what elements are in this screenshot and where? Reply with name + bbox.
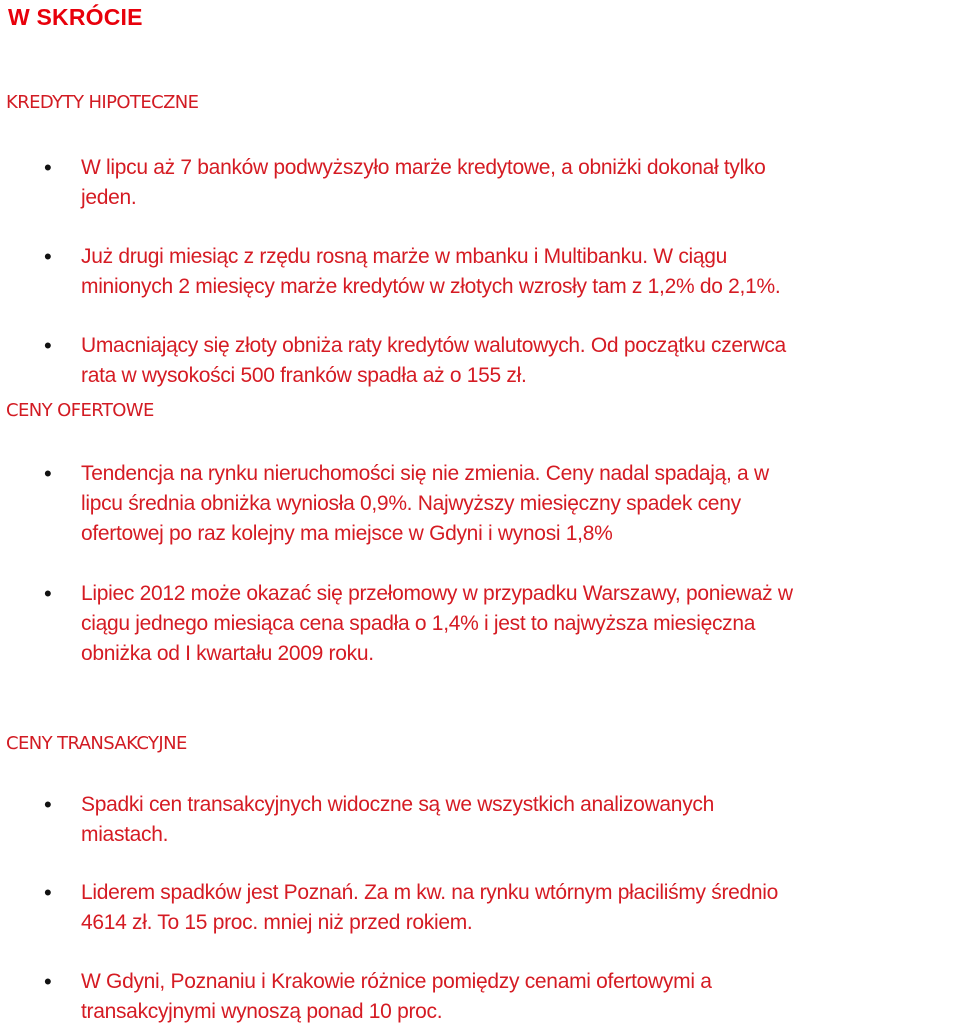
list-item-text: Tendencja na rynku nieruchomości się nie zmienia. Ceny nadal spadają, a w lipcu średnia obniżka wyniosła 0,9%. Najwyższy miesięczny spadek ceny ofertowej po raz kolejny ma miejsce w Gdyni i wynosi 1,8% bbox=[81, 462, 769, 545]
list-item-text: W Gdyni, Poznaniu i Krakowie różnice pomiędzy cenami ofertowymi a transakcyjnymi wynoszą ponad 10 proc. bbox=[81, 970, 712, 1023]
list-item-text: Liderem spadków jest Poznań. Za m kw. na rynku wtórnym płaciliśmy średnio 4614 zł. To 15 proc. mniej niż przed rokiem. bbox=[81, 881, 779, 934]
list-item-text: W lipcu aż 7 banków podwyższyło marże kredytowe, a obniżki dokonał tylko jeden. bbox=[81, 156, 766, 209]
bullet-icon: • bbox=[44, 880, 52, 905]
bullet-icon: • bbox=[44, 969, 52, 994]
section-heading-offer-prices: CENY OFERTOWE bbox=[6, 400, 154, 421]
section-heading-mortgage: KREDYTY HIPOTECZNE bbox=[6, 92, 199, 113]
list-item-text: Już drugi miesiąc z rzędu rosną marże w mbanku i Multibanku. W ciągu minionych 2 miesięcy marże kredytów w złotych wzrosły tam z 1,2% do 2,1%. bbox=[81, 245, 781, 298]
bullet-icon: • bbox=[44, 581, 52, 606]
list-item-text: Umacniający się złoty obniża raty kredytów walutowych. Od początku czerwca rata w wysokości 500 franków spadła aż o 155 zł. bbox=[81, 334, 786, 387]
page-title: W SKRÓCIE bbox=[8, 4, 143, 30]
bullet-icon: • bbox=[44, 792, 52, 817]
list-item-text: Spadki cen transakcyjnych widoczne są we wszystkich analizowanych miastach. bbox=[81, 793, 714, 846]
bullet-icon: • bbox=[44, 333, 52, 358]
bullet-icon: • bbox=[44, 244, 52, 269]
list-item-text: Lipiec 2012 może okazać się przełomowy w przypadku Warszawy, ponieważ w ciągu jednego miesiąca cena spadła o 1,4% i jest to najwyższa miesięczna obniżka od I kwartału 2009 roku. bbox=[81, 582, 793, 665]
section-heading-transaction-prices: CENY TRANSAKCYJNE bbox=[6, 733, 187, 754]
bullet-icon: • bbox=[44, 155, 52, 180]
bullet-icon: • bbox=[44, 461, 52, 486]
